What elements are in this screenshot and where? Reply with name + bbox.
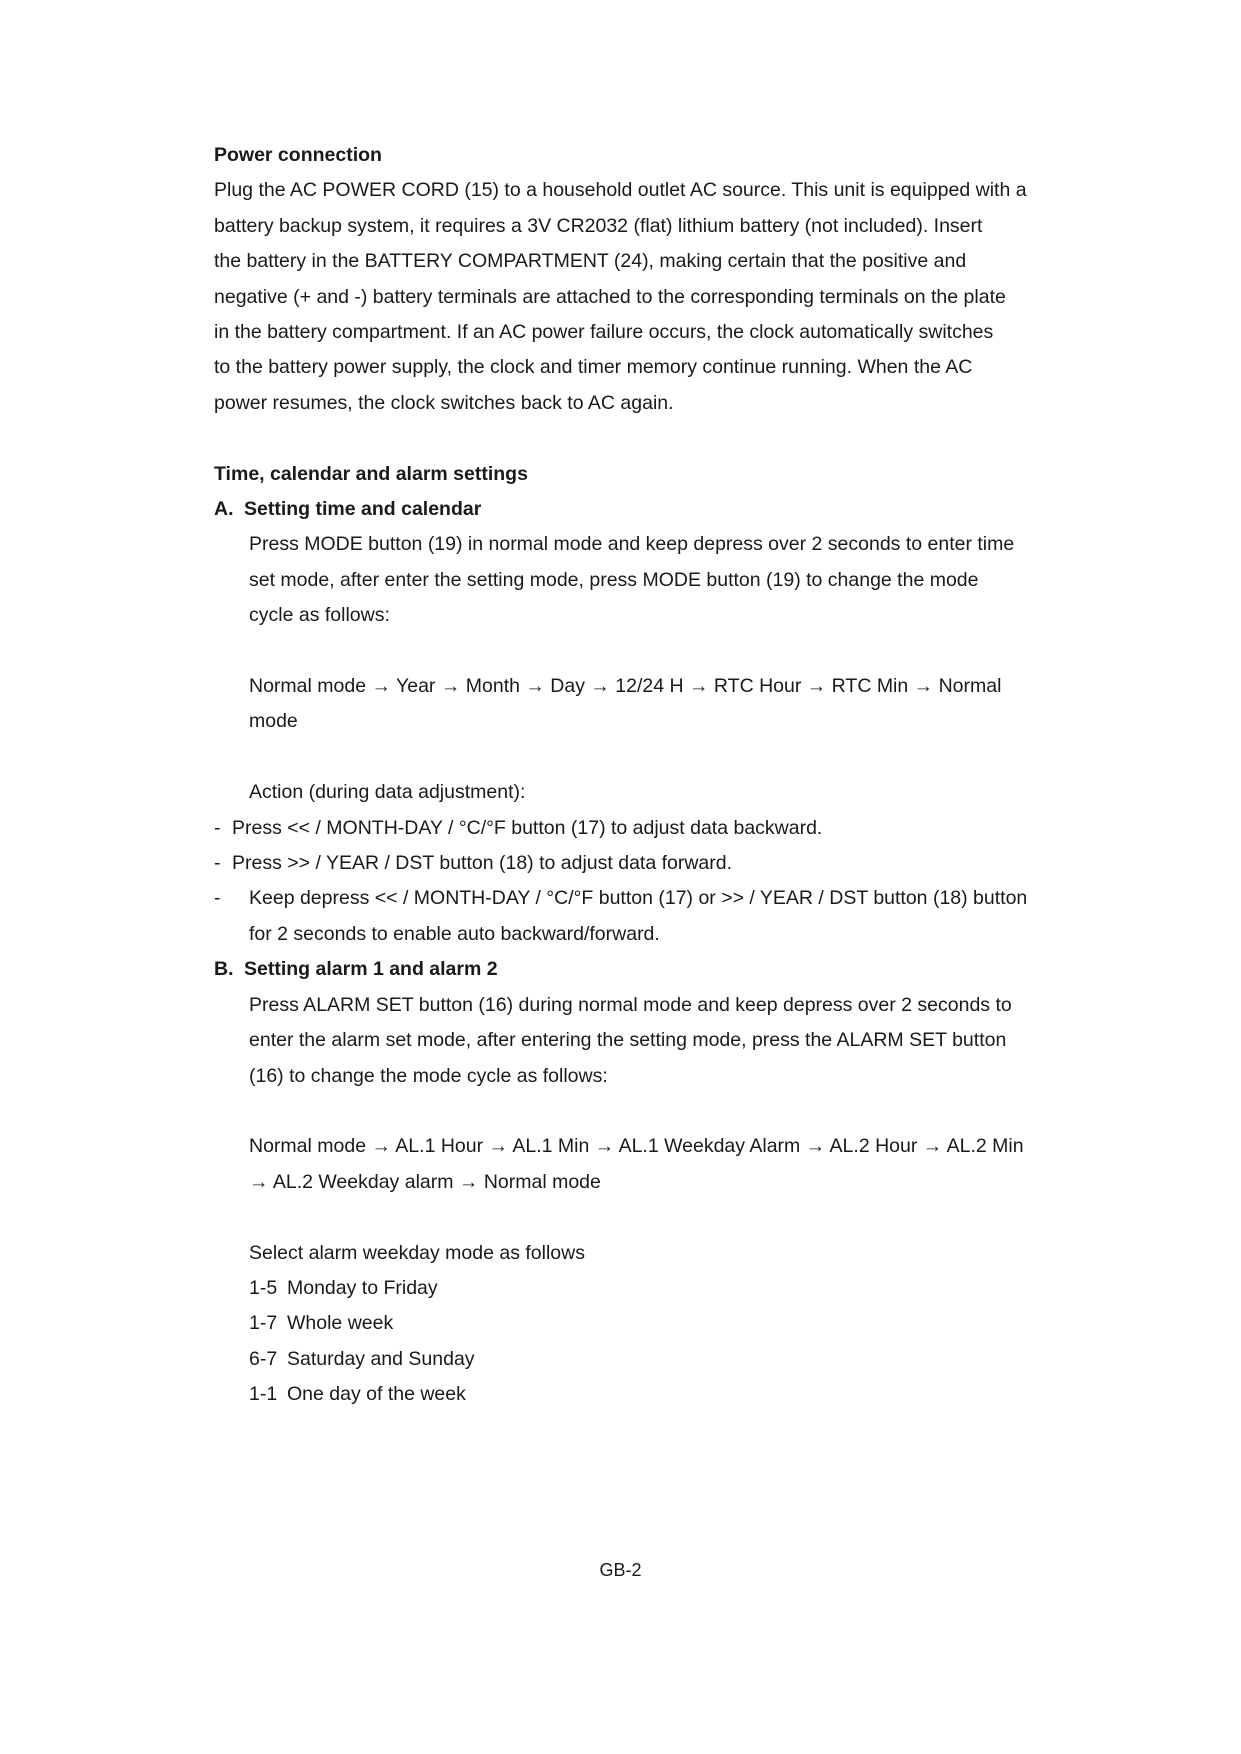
section-a-heading (214, 492, 1044, 527)
weekday-desc: Monday to Friday (287, 1276, 438, 1299)
weekday-option (214, 1377, 1044, 1412)
weekday-desc: One day of the week (287, 1383, 466, 1406)
bullet-dash: - (214, 816, 221, 839)
section-b-line-1: Press ALARM SET button (16) during normal mode and keep depress over 2 seconds to (249, 993, 1012, 1016)
power-line-6: to the battery power supply, the clock and timer memory continue running. When the AC (214, 356, 973, 379)
spacer (214, 740, 1044, 775)
section-b-line-3: (16) to change the mode cycle as follows: (249, 1064, 608, 1087)
power-line-5: in the battery compartment. If an AC power failure occurs, the clock automatically switches (214, 321, 994, 344)
page-content (214, 138, 1044, 1413)
bullet-dash: - (214, 852, 221, 875)
section-a-line-2: set mode, after enter the setting mode, press MODE button (19) to change the mode (249, 568, 979, 591)
bullet-forward (214, 846, 1044, 881)
alarm-cycle-line-1: Normal mode → AL.1 Hour → AL.1 Min → AL.1 Weekday Alarm → AL.2 Hour → AL.2 Min (249, 1135, 1024, 1158)
bullet-auto-text (249, 881, 1027, 952)
weekday-label: Select alarm weekday mode as follows (249, 1241, 585, 1264)
spacer (214, 634, 1044, 669)
weekday-code: 1-1 (249, 1383, 278, 1406)
bullet-backward (214, 811, 1044, 846)
section-a-line-1: Press MODE button (19) in normal mode and keep depress over 2 seconds to enter time (249, 533, 1015, 556)
bullet-backward-text: Press << / MONTH-DAY / °C/°F button (17) to adjust data backward. (232, 816, 823, 839)
weekday-code: 1-5 (249, 1276, 278, 1299)
weekday-option (214, 1342, 1044, 1377)
weekday-code: 1-7 (249, 1312, 278, 1335)
bullet-auto (214, 881, 1044, 952)
section-a-title: Setting time and calendar (244, 498, 482, 521)
section-a-letter: A. (214, 498, 234, 521)
bullet-forward-text: Press >> / YEAR / DST button (18) to adjust data forward. (232, 852, 733, 875)
power-line-2: battery backup system, it requires a 3V CR2032 (flat) lithium battery (not included). Insert (214, 214, 983, 237)
bullet-dash: - (214, 887, 221, 910)
power-line-3: the battery in the BATTERY COMPARTMENT (24), making certain that the positive and (214, 250, 967, 273)
time-cycle-line-2: mode (249, 710, 298, 733)
spacer (214, 1094, 1044, 1129)
alarm-cycle-line-2: → AL.2 Weekday alarm → Normal mode (249, 1170, 601, 1193)
weekday-option (214, 1306, 1044, 1341)
spacer (214, 421, 1044, 456)
settings-heading: Time, calendar and alarm settings (214, 462, 528, 485)
power-line-7: power resumes, the clock switches back to AC again. (214, 391, 674, 414)
weekday-option (214, 1271, 1044, 1306)
power-line-4: negative (+ and -) battery terminals are attached to the corresponding terminals on the plate (214, 285, 1006, 308)
time-cycle-line-1: Normal mode → Year → Month → Day → 12/24 H → RTC Hour → RTC Min → Normal (249, 675, 1002, 698)
weekday-code: 6-7 (249, 1347, 278, 1370)
spacer (214, 1200, 1044, 1235)
power-connection-heading: Power connection (214, 144, 382, 166)
bullet-auto-line-1: Keep depress << / MONTH-DAY / °C/°F button (17) or >> / YEAR / DST button (18) button (249, 887, 1028, 910)
section-b-title: Setting alarm 1 and alarm 2 (244, 958, 498, 981)
weekday-desc: Whole week (287, 1312, 394, 1335)
power-line-1: Plug the AC POWER CORD (15) to a household outlet AC source. This unit is equipped with a (214, 179, 1027, 202)
weekday-desc: Saturday and Sunday (287, 1347, 475, 1370)
page-number: GB-2 (599, 1560, 642, 1580)
section-b-letter: B. (214, 958, 234, 981)
section-b-line-2: enter the alarm set mode, after entering the setting mode, press the ALARM SET button (249, 1029, 1007, 1052)
section-a-line-3: cycle as follows: (249, 604, 390, 627)
action-label: Action (during data adjustment): (249, 781, 526, 804)
section-b-heading (214, 952, 1044, 987)
bullet-auto-line-2: for 2 seconds to enable auto backward/forward. (249, 922, 660, 945)
